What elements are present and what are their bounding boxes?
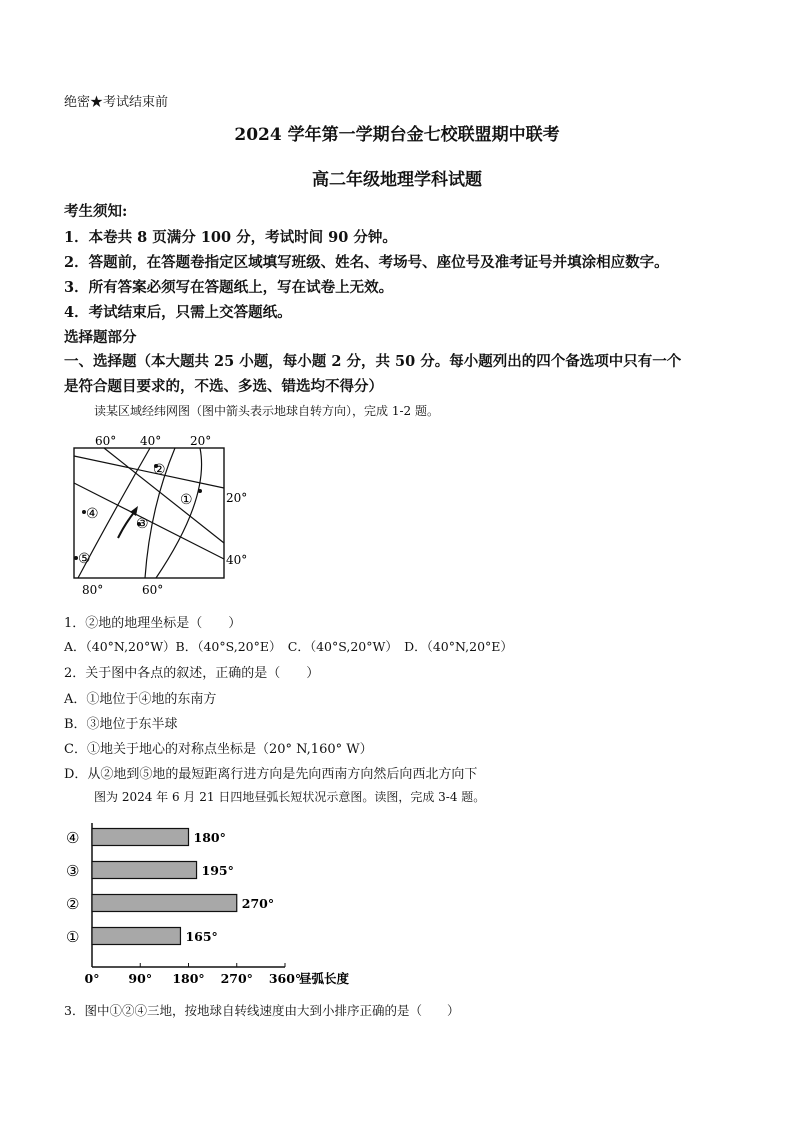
notice-item: 1．本卷共 8 页满分 100 分，考试时间 90 分钟。: [64, 229, 397, 246]
q2-option-c: C．①地关于地心的对称点坐标是（20° N,160° W）: [64, 742, 373, 757]
bar: [92, 829, 189, 846]
exam-title: 2024 学年第一学期台金七校联盟期中联考: [234, 125, 560, 145]
section-instruction: 一、选择题（本大题共 25 小题，每小题 2 分，共 50 分。每小题列出的四个备选项中只有一个: [64, 353, 682, 370]
rotation-arrow: [118, 510, 136, 538]
x-tick-label: 90°: [128, 971, 153, 986]
point-label: ④: [86, 506, 99, 522]
q3-stem: 3．图中①②④三地，按地球自转线速度由大到小排序正确的是（ ）: [64, 1003, 460, 1018]
category-label: ③: [66, 862, 80, 880]
section-instruction: 是符合题目要求的，不选、多选、错选均不得分）: [64, 378, 383, 395]
bar-value-label: 195°: [201, 863, 234, 878]
map-label: 60°: [95, 434, 117, 448]
day-arc-bar-chart: [60, 815, 360, 990]
map-label: 20°: [190, 434, 212, 448]
map-label: 40°: [140, 434, 162, 448]
bar-value-label: 180°: [193, 830, 226, 845]
category-label: ②: [66, 895, 80, 913]
confidential-mark: 绝密★考试结束前: [64, 95, 169, 110]
map-label: 80°: [82, 583, 104, 597]
map-label: 20°: [226, 491, 248, 505]
bar: [92, 895, 237, 912]
exam-subtitle: 高二年级地理学科试题: [312, 170, 482, 190]
map-label: 40°: [226, 553, 248, 567]
x-tick-label: 180°: [172, 971, 205, 986]
bar-value-label: 165°: [185, 929, 218, 944]
x-tick-label: 0°: [84, 971, 100, 986]
notice-item: 2．答题前，在答题卷指定区域填写班级、姓名、考场号、座位号及准考证号并填涂相应数字。: [64, 254, 669, 271]
point-label: ⑤: [78, 551, 91, 567]
notice-item: 4．考试结束后，只需上交答题纸。: [64, 304, 292, 321]
q2-stem: 2．关于图中各点的叙述，正确的是（ ）: [64, 666, 320, 681]
category-label: ①: [66, 928, 80, 946]
bar: [92, 928, 180, 945]
q1-stem: 1．②地的地理坐标是（ ）: [64, 616, 242, 631]
point-label: ①: [180, 492, 193, 508]
section-label: 选择题部分: [64, 329, 137, 346]
category-label: ④: [66, 829, 80, 847]
bar-value-label: 270°: [241, 896, 275, 911]
q2-option-d: D．从②地到⑤地的最短距离行进方向是先向西南方向然后向西北方向下: [64, 767, 478, 782]
q12-intro: 读某区域经纬网图（图中箭头表示地球自转方向），完成 1-2 题。: [94, 404, 439, 418]
q2-option-b: B．③地位于东半球: [64, 717, 178, 732]
point-label: ③: [136, 516, 149, 532]
map-label: 60°: [142, 583, 164, 597]
x-tick-label: 360°: [268, 971, 302, 986]
notice-item: 3．所有答案必须写在答题纸上，写在试卷上无效。: [64, 279, 394, 296]
x-tick-label: 270°: [220, 971, 253, 986]
notice-heading: 考生须知:: [64, 203, 128, 220]
graticule-map: [60, 428, 270, 600]
bar: [92, 862, 197, 879]
q1-options: A．（40°N,20°W）B．（40°S,20°E） C．（40°S,20°W） D．（40°N,20°E）: [64, 639, 513, 654]
q34-intro: 图为 2024 年 6 月 21 日四地昼弧长短状况示意图。读图，完成 3-4 题。: [94, 790, 486, 804]
point-label: ②: [153, 462, 166, 478]
x-axis-title: 昼弧长度: [299, 971, 350, 986]
q2-option-a: A．①地位于④地的东南方: [64, 692, 217, 707]
